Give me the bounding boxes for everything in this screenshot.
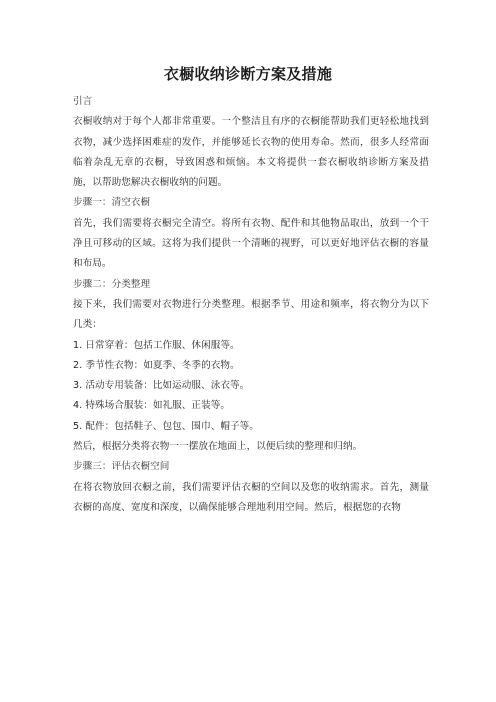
document-body — [73, 92, 429, 518]
list-item: 5. 配件：包括鞋子、包包、围巾、帽子等。 — [73, 420, 259, 432]
paragraph-step1: 首先，我们需要将衣橱完全清空。将所有衣物、配件和其他物品取出，放到一个干净且可移动的区域。这将为我们提供一个清晰的视野，可以更好地评估衣橱的容量和布局。 — [73, 217, 429, 270]
paragraph-step2: 接下来，我们需要对衣物进行分类整理。根据季节、用途和频率，将衣物分为以下几类： — [73, 298, 429, 331]
list-item: 3. 活动专用装备：比如运动服、泳衣等。 — [73, 380, 250, 392]
section-heading-intro: 引言 — [73, 96, 93, 107]
paragraph-step3: 在将衣物放回衣橱之前，我们需要评估衣橱的空间以及您的收纳需求。首先，测量衣橱的高度、宽度和深度，以确保能够合理地利用空间。然后，根据您的衣物 — [73, 481, 429, 513]
list-item: 4. 特殊场合服装：如礼服、正装等。 — [73, 400, 231, 412]
section-heading-step3: 步骤三：评估衣橱空间 — [73, 461, 170, 473]
section-heading-step2: 步骤二：分类整理 — [73, 278, 151, 290]
list-item: 2. 季节性衣物：如夏季、冬季的衣物。 — [73, 359, 240, 371]
section-heading-step1: 步骤一：清空衣橱 — [73, 197, 151, 209]
paragraph-intro: 衣橱收纳对于每个人都非常重要。一个整洁且有序的衣橱能帮助我们更轻松地找到衣物，减少选择困难症的发作，并能够延长衣物的使用寿命。然而，很多人经常面临着杂乱无章的衣橱，导致困惑和烦恼。本文将提供一套衣橱收纳诊断方案及措施，以帮助您解决衣橱收纳的问题。 — [73, 116, 429, 189]
paragraph-step2-after: 然后，根据分类将衣物一一摆放在地面上，以便后续的整理和归纳。 — [73, 441, 363, 453]
list-item: 1. 日常穿着：包括工作服、休闲服等。 — [73, 339, 240, 351]
document-title: 衣橱收纳诊断方案及措施 — [163, 65, 333, 83]
